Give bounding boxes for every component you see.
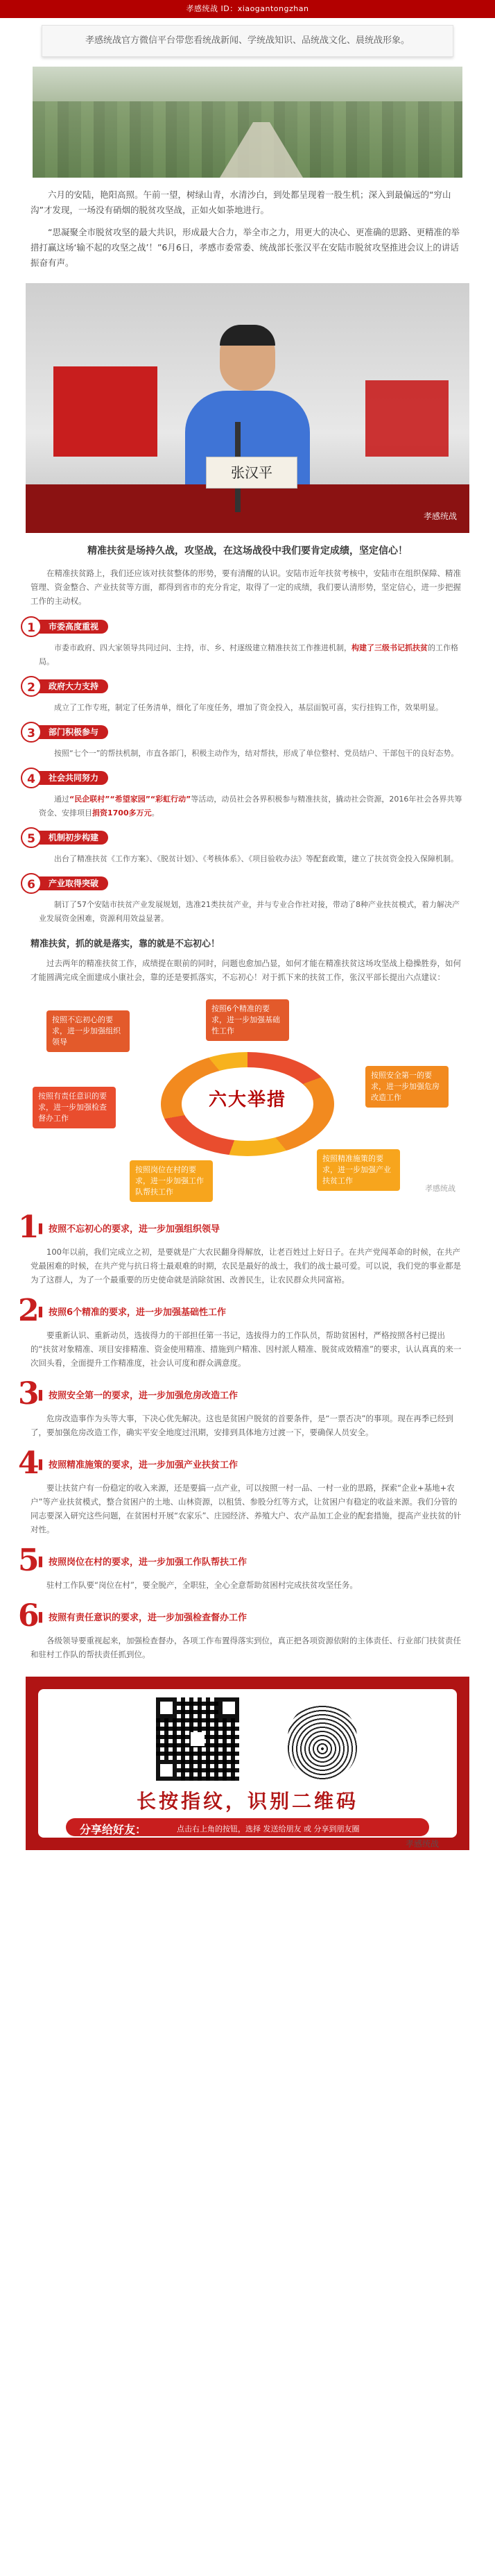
- section-1-number: 1: [21, 616, 42, 637]
- section-4-highlight: “民企联村”“希望家园”“彩虹行动”: [69, 795, 191, 804]
- intro-paragraph-2: “思凝聚全市脱贫攻坚的最大共识，形成最大合力，举全市之力，用更大的决心、更准确的思路、更精准的举措打赢这场‘输不起的攻坚之战’！”6月6日，孝感市委常委、统战部长张汉平在安陆市脱贫攻坚推进会议上的讲话振奋有声。: [31, 227, 460, 268]
- section-1-highlight: 构建了三级书记抓扶贫: [351, 643, 428, 652]
- photo-flag-right: [365, 380, 449, 457]
- section-2-number: 2: [21, 676, 42, 697]
- measure-4-number: 4: [18, 1446, 40, 1481]
- measure-4-title: ▌ 按照精准施策的要求，进一步加强产业扶贫工作: [39, 1449, 464, 1473]
- photo-flag-left: [53, 366, 157, 457]
- section-2-label: 政府大力支持: [37, 679, 108, 693]
- qr-title: 长按指纹，识别二维码: [136, 1790, 358, 1813]
- qr-finder-bottom-left: [156, 1760, 177, 1781]
- section-4-tail-2: 。: [151, 808, 159, 817]
- section-4-header: [21, 768, 464, 788]
- section-3-text: 按照“七个一”的帮扶机制，市直各部门，积极主动作为，结对帮扶，形成了单位整村、党员结户、干部包干的良好态势。: [54, 749, 459, 758]
- precision-paragraph: 过去两年的精准扶贫工作，成绩提在眼前的同时，问题也愈加凸显，如何才能在精准扶贫这场攻坚战上稳操胜券，如何才能圆满完成全面建成小康社会，靠的还是要抓落实，不忘初心！对于抓下来的扶贫工作，张汉平部长提出六点建议：: [31, 958, 461, 982]
- intro-paragraph-1: 六月的安陆，艳阳高照。午前一望，树绿山青，水清沙白，到处都呈现着一股生机；深入到最偏远的“穷山沟”才发现，一场没有硝烟的脱贫攻坚战，正如火如荼地进行。: [31, 189, 451, 215]
- section-1-text: [39, 641, 464, 669]
- measure-2-text: 要重新认识、重新动员，选拔得力的干部担任第一书记，选拔得力的工作队员，帮助贫困村，严格按照各村已提出的“扶贫对象精准、项目安排精准、资金使用精准、措施到户精准、因村派人精准、脱贫成效精准”的要求，认认真真的来一次回头看，全面提升工作精准度，社会认可度和群众满意度。: [31, 1330, 462, 1368]
- section-5-header: [21, 827, 464, 848]
- measure-5: [18, 1543, 464, 1578]
- section-2-header: [21, 676, 464, 697]
- lead-paragraph: 在精准扶贫路上，我们还应该对扶贫整体的形势，要有清醒的认识。安陆市近年扶贫考核中，安陆市在组织保障、精准管理、资金整合、产业扶贫等方面，都得到省市的充分肯定，取得了一定的成绩，我们要认清形势，坚定信心，进一步把握工作的主动权。: [31, 568, 461, 606]
- section-3-header: [21, 722, 464, 743]
- section-6-header: [21, 873, 464, 894]
- section-3-label: 部门积极参与: [37, 725, 108, 739]
- section-1-body: 市委市政府、四大家领导共同过问、主持，市、乡、村逐级建立精准扶贫工作推进机制，: [54, 643, 351, 652]
- measure-5-number: 5: [18, 1543, 40, 1578]
- measure-1: [18, 1210, 464, 1245]
- tagline-banner: [42, 25, 453, 57]
- qr-banner-inner: [38, 1689, 457, 1849]
- section-5-text: 出台了精准扶贫《工作方案》、《脱贫计划》、《考核体系》、《项目验收办法》等配套政策，建立了扶贫资金投入保障机制。: [54, 854, 458, 863]
- measure-1-text: 100年以前，我们完成立之初，是要就是广大农民翻身得解放，让老百姓过上好日子。在共产党闯革命的时候，在共产党最困难的时候，在共产党与抗日将士最艰难的时期，农民是最好的战士，我们的战士最可爱。可以说，我们党的事业都是为了这群人，为了一个最重要的历史使命就是消除贫困、改善民生，让农民群众共同富裕。: [31, 1247, 461, 1285]
- measure-4: [18, 1446, 464, 1481]
- diagram-box-5: 按照岗位在村的要求，进一步加强工作队帮扶工作: [130, 1160, 213, 1202]
- section-1-label: 市委高度重视: [37, 620, 108, 634]
- qr-finder-top-right: [218, 1697, 239, 1718]
- measure-4-text: 要让扶贫户有一份稳定的收入来源，还是要搞一点产业，可以按照一村一品、一村一业的思路，探索“企业+基地+农户”等产业扶贫模式，整合贫困户的土地、山林资源，以租赁、参股分红等方式，让贫困户有稳定的收益来源。我们分管的同志要深入研究这些问题，在贫困村开展“农家乐”、庄园经济、养殖大户、农产品加工企业的配套措施，提高产业扶贫的针对性。: [31, 1483, 462, 1534]
- diagram-box-2: 按照6个精准的要求，进一步加强基础性工作: [206, 999, 289, 1041]
- section-4-label: 社会共同努力: [37, 771, 108, 785]
- section-6-number: 6: [21, 873, 42, 894]
- fingerprint-icon: [288, 1703, 357, 1779]
- diagram-box-6: 按照有责任意识的要求，进一步加强检查督办工作: [33, 1087, 116, 1128]
- measure-2-number: 2: [18, 1293, 40, 1328]
- lead-heading: 精准扶贫是场持久战，攻坚战，在这场战役中我们要肯定成绩，坚定信心！: [87, 545, 408, 557]
- section-6-label: 产业取得突破: [37, 876, 108, 890]
- diagram-box-3: 按照安全第一的要求，进一步加强危房改造工作: [365, 1066, 449, 1108]
- qr-share-label: 分享给好友：: [80, 1823, 147, 1836]
- qr-share-instructions: 点击右上角的按钮，选择 发送给朋友 或 分享到朋友圈: [177, 1824, 360, 1833]
- account-id: 孝感统战 ID：xiaogantongzhan: [186, 4, 309, 13]
- qr-code-icon[interactable]: [156, 1697, 239, 1781]
- measure-3-text: 危房改造事作为头等大事，下决心优先解决。这也是贫困户脱贫的首要条件，是“一票否决”的事项。现在再季已经到了，要加强危房改造工作，确实平安全地度过汛期，安排到具体地方过渡一下，要确保人员安全。: [31, 1414, 453, 1437]
- measure-1-title: ▌ 按照不忘初心的要求，进一步加强组织领导: [39, 1213, 464, 1237]
- section-5-label: 机制初步构建: [37, 831, 108, 845]
- measure-5-title: ▌ 按照岗位在村的要求，进一步加强工作队帮扶工作: [39, 1546, 464, 1570]
- diagram-watermark: 孝感统战: [425, 1184, 455, 1193]
- measure-6-number: 6: [18, 1598, 40, 1634]
- diagram-box-1: 按照不忘初心的要求，进一步加强组织领导: [46, 1010, 130, 1052]
- measure-3-number: 3: [18, 1376, 40, 1412]
- measure-3-title: ▌ 按照安全第一的要求，进一步加强危房改造工作: [39, 1380, 464, 1403]
- measure-1-number: 1: [18, 1210, 40, 1245]
- measure-6: [18, 1598, 464, 1634]
- section-4-tail: 等活动，动员社会各界积极参与精准扶贫，撬动社会资源，2016年社会各界共筹资金、安排项目: [39, 795, 462, 817]
- measure-3: [18, 1376, 464, 1412]
- diagram-center-title: 六大举措: [208, 1090, 286, 1110]
- section-1-header: [21, 616, 464, 637]
- six-measures-diagram: [26, 997, 469, 1198]
- section-6-text: 制订了57个安陆市扶贫产业发展规划，选准21类扶贫产业，并与专业合作社对接，带动了8种产业扶贫模式，着力解决产业发展资金困难，资源利用效益显著。: [39, 900, 460, 923]
- nameplate: 张汉平: [206, 457, 297, 489]
- qr-watermark: 孝感统战: [405, 1839, 439, 1849]
- photo-desk: [26, 484, 469, 533]
- section-2-text: 成立了工作专班，制定了任务清单，细化了年度任务，增加了资金投入，基层面貌可喜，实行挂钩工作，效果明显。: [54, 703, 443, 712]
- section-5-number: 5: [21, 827, 42, 848]
- measure-2-title: ▌ 按照6个精准的要求，进一步加强基础性工作: [39, 1296, 464, 1320]
- measure-6-title: ▌ 按照有责任意识的要求，进一步加强检查督办工作: [39, 1602, 464, 1625]
- measure-6-text: 各级领导要重视起来，加强检查督办，各项工作布置得落实到位，真正把各项资源依附的主体责任、行业部门扶贫责任和驻村工作队的帮扶责任抓到位。: [31, 1636, 461, 1659]
- section-4-body: 通过: [54, 795, 69, 804]
- account-header: [0, 0, 495, 18]
- speaker-hair: [220, 325, 275, 346]
- photo-watermark: 孝感统战: [423, 511, 457, 521]
- tagline-text: 孝感统战官方微信平台带您看统战新闻、学统战知识、品统战文化、晨统战形象。: [85, 35, 410, 46]
- section-1-tail: 的工作格局。: [39, 643, 458, 666]
- speaker-photo: [26, 283, 469, 533]
- qr-follow-banner: [26, 1677, 469, 1850]
- diagram-box-4: 按照精准施策的要求，进一步加强产业扶贫工作: [317, 1149, 400, 1191]
- section-4-highlight-2: 捐资1700多万元: [92, 808, 152, 817]
- hero-image: [33, 67, 462, 178]
- section-3-number: 3: [21, 722, 42, 743]
- qr-finder-top-left: [156, 1697, 177, 1718]
- measure-5-text: 驻村工作队要“岗位在村”，要全脱产，全职驻，全心全意帮助贫困村完成扶贫攻坚任务。: [46, 1580, 358, 1590]
- measure-2: [18, 1293, 464, 1328]
- section-4-number: 4: [21, 768, 42, 788]
- section-4-text: [39, 793, 464, 820]
- precision-heading: 精准扶贫，抓的就是落实，靠的就是不忘初心！: [31, 939, 220, 949]
